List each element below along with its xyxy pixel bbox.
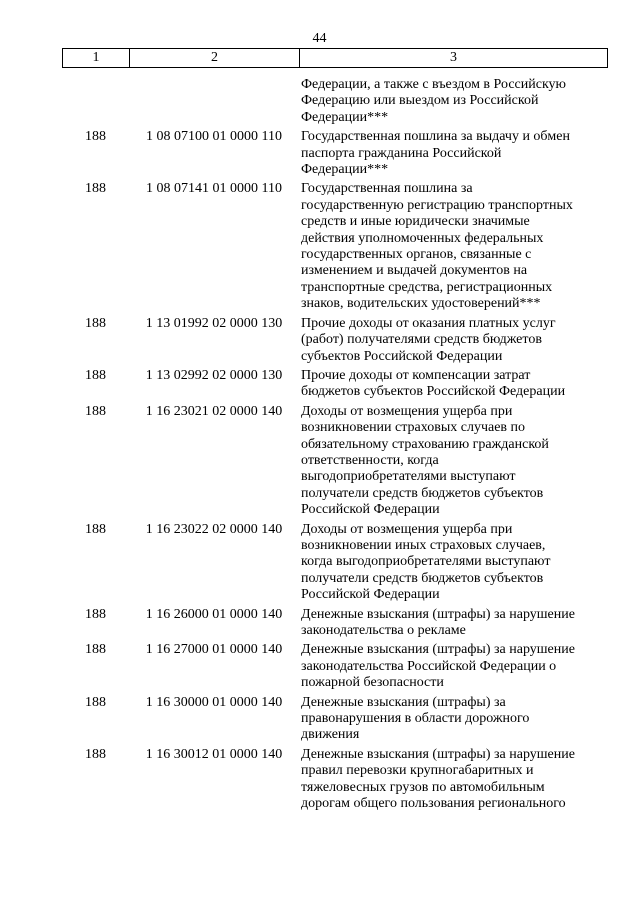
description-line: законодательства Российской Федерации о: [301, 658, 557, 674]
description-line: государственную регистрацию транспортных: [301, 197, 573, 213]
table-row: [62, 522, 608, 604]
description-line: Доходы от возмещения ущерба при: [301, 403, 513, 419]
description-line: Федерации, а также с въездом в Российскую: [301, 77, 567, 92]
header-col-1: 1: [63, 49, 130, 67]
revenue-code-cell: 1 16 23021 02 0000 140: [145, 403, 283, 419]
admin-code-cell: 188: [85, 315, 106, 331]
revenue-code-cell: 1 08 07100 01 0000 110: [146, 129, 282, 145]
table-row: [62, 607, 608, 640]
admin-code-cell: 188: [85, 367, 106, 383]
table-row: [62, 316, 608, 365]
description-line: возникновении иных страховых случаев,: [301, 537, 546, 553]
description-line: Денежные взыскания (штрафы) за нарушение: [301, 642, 575, 658]
description-line: получатели средств бюджетов субъектов: [301, 570, 544, 586]
description-line: изменением и выдачей документов на: [301, 263, 528, 279]
description-cell: [299, 522, 608, 604]
description-line: когда выгодоприобретателями выступают: [301, 554, 551, 570]
admin-code-cell: 188: [85, 181, 106, 197]
description-line: Государственная пошлина за: [301, 181, 473, 197]
admin-code-cell: 188: [85, 606, 106, 622]
admin-code-cell: 188: [85, 642, 106, 658]
description-line: действия уполномоченных федеральных: [301, 230, 544, 246]
table-row: [62, 404, 608, 519]
revenue-code-cell: 1 16 26000 01 0000 140: [145, 606, 283, 622]
revenue-code-cell: 1 16 30012 01 0000 140: [145, 746, 283, 762]
description-cell: [299, 368, 608, 401]
description-line: (работ) получателями средств бюджетов: [301, 332, 542, 348]
table-row: [62, 747, 608, 813]
description-line: Денежные взыскания (штрафы) за нарушение: [301, 746, 575, 762]
admin-code-cell: 188: [85, 746, 106, 762]
description-line: бюджетов субъектов Российской Федерации: [301, 384, 566, 400]
description-cell: [299, 181, 608, 312]
description-cell: [299, 747, 608, 813]
description-line: законодательства о рекламе: [301, 623, 466, 638]
table-header: [62, 48, 608, 68]
description-cell: [299, 77, 608, 126]
description-line: возникновении страховых случаев по: [301, 420, 526, 436]
description-line: Прочие доходы от компенсации затрат: [301, 367, 531, 383]
description-line: Доходы от возмещения ущерба при: [301, 521, 513, 537]
table-row: [62, 368, 608, 401]
table-row: [62, 695, 608, 744]
description-line: Денежные взыскания (штрафы) за нарушение: [301, 606, 575, 622]
description-cell: [299, 695, 608, 744]
description-line: Федерации***: [301, 109, 389, 125]
description-line: правил перевозки крупногабаритных и: [301, 763, 534, 779]
description-line: тяжеловесных грузов по автомобильным: [301, 779, 545, 795]
description-line: правонарушения в области дорожного: [301, 711, 530, 727]
revenue-code-cell: 1 16 30000 01 0000 140: [145, 694, 283, 710]
description-cell: [299, 607, 608, 640]
description-line: паспорта гражданина Российской: [301, 145, 502, 161]
description-line: пожарной безопасности: [301, 675, 444, 691]
revenue-code-cell: 1 16 23022 02 0000 140: [145, 521, 283, 537]
description-line: выгодоприобретателями выступают: [301, 469, 516, 485]
description-cell: [299, 642, 608, 691]
description-line: средств и иные юридически значимые: [301, 214, 530, 230]
description-line: Российской Федерации: [301, 587, 440, 603]
description-cell: [299, 404, 608, 519]
revenue-code-cell: 1 13 01992 02 0000 130: [145, 315, 283, 331]
header-col-3: 3: [450, 50, 457, 65]
description-line: дорогам общего пользования регионального: [301, 796, 566, 812]
description-line: субъектов Российской Федерации: [301, 348, 503, 364]
admin-code-cell: 188: [85, 694, 106, 710]
description-line: Федерации***: [301, 162, 389, 178]
admin-code-cell: 188: [85, 129, 106, 145]
description-line: Прочие доходы от оказания платных услуг: [301, 315, 556, 331]
table-row: [62, 642, 608, 691]
table-row: [62, 77, 608, 126]
revenue-code-cell: 1 08 07141 01 0000 110: [146, 181, 282, 197]
description-line: обязательному страхованию гражданской: [301, 436, 549, 452]
description-line: Денежные взыскания (штрафы) за: [301, 694, 506, 710]
description-line: Государственная пошлина за выдачу и обмен: [301, 129, 570, 145]
description-line: знаков, водительских удостоверений***: [301, 296, 541, 312]
description-line: Федерацию или выездом из Российской: [301, 93, 539, 109]
description-line: получатели средств бюджетов субъектов: [301, 485, 544, 501]
revenue-code-cell: 1 16 27000 01 0000 140: [145, 642, 283, 658]
revenue-code-cell: 1 13 02992 02 0000 130: [145, 367, 283, 383]
description-cell: [299, 129, 608, 178]
description-line: Российской Федерации: [301, 502, 440, 518]
admin-code-cell: 188: [85, 403, 106, 419]
table-body: [62, 77, 608, 815]
description-line: государственных органов, связанные с: [301, 247, 532, 263]
table-row: [62, 129, 608, 178]
description-line: транспортные средства, регистрационных: [301, 279, 553, 295]
table-row: [62, 181, 608, 312]
description-cell: [299, 316, 608, 365]
description-line: движения: [301, 727, 360, 743]
description-line: ответственности, когда: [301, 452, 439, 468]
header-col-2: 2: [130, 49, 300, 67]
admin-code-cell: 188: [85, 521, 106, 537]
page-number: 44: [312, 31, 327, 46]
